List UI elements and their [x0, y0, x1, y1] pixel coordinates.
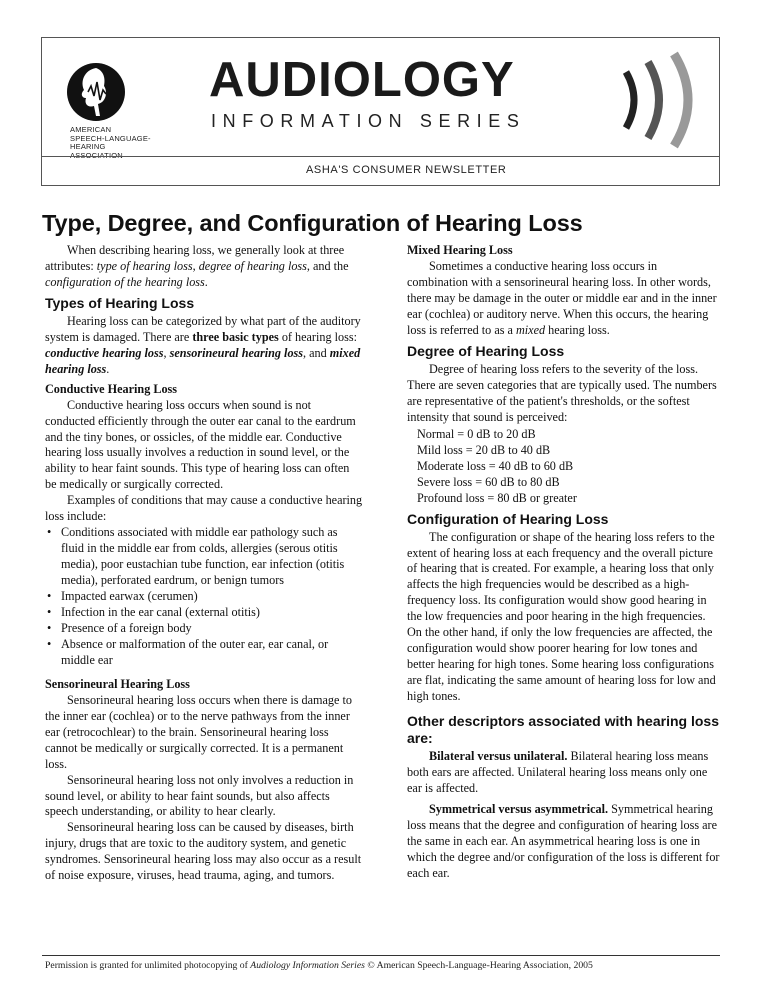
sensorineural-heading: Sensorineural Hearing Loss	[45, 676, 190, 691]
types-paragraph: Hearing loss can be categorized by what part of the auditory system is damaged. There are three basic types of hearing loss: conductive hearing loss, sensorineural hearing loss, and mixed hearing loss.	[45, 313, 361, 376]
left-column	[45, 243, 363, 884]
list-item: • Absence or malformation of the outer ear, ear canal, or middle ear	[61, 637, 363, 669]
mixed-heading: Mixed Hearing Loss	[407, 243, 513, 257]
bilateral-paragraph: Bilateral versus unilateral. Bilateral hearing loss means both ears are affected. Unilateral hearing loss means only one ear is affected.	[407, 749, 709, 795]
list-item: Severe loss = 60 dB to 80 dB	[417, 475, 560, 490]
list-item: • Impacted earwax (cerumen)	[61, 589, 363, 605]
list-item: Profound loss = 80 dB or greater	[417, 491, 577, 506]
list-item: • Infection in the ear canal (external otitis)	[61, 605, 363, 621]
symmetrical-paragraph: Symmetrical versus asymmetrical. Symmetrical hearing loss means that the degree and configuration of hearing loss are the same in each ear. An asymmetrical hearing loss is one in which the degree and/or configuration of the loss is different for each ear.	[407, 801, 720, 880]
sensorineural-paragraph-3: Sensorineural hearing loss can be caused by diseases, birth injury, drugs that are toxic to the auditory system, and genetic syndromes. Sensorineural hearing loss may also occur as a result of noise exposure, viruses, head trauma, aging, and tumors.	[45, 820, 362, 883]
intro-paragraph: When describing hearing loss, we generally look at three attributes: type of hearing loss, degree of hearing loss, and the configuration of the hearing loss.	[45, 243, 349, 289]
mixed-paragraph: Sometimes a conductive hearing loss occurs in combination with a sensorineural hearing loss. In other words, there may be damage in the outer or middle ear and in the inner ear (cochlea) or auditory nerve. When this occurs, the hearing loss is referred to as a mixed hearing loss.	[407, 258, 717, 337]
conductive-heading: Conductive Hearing Loss	[45, 381, 178, 396]
degree-levels-list	[407, 426, 720, 507]
list-item: Normal = 0 dB to 20 dB	[417, 426, 536, 441]
page-title: Type, Degree, and Configuration of Hearing Loss	[42, 210, 583, 236]
list-item: Moderate loss = 40 dB to 60 dB	[417, 458, 574, 473]
list-item: • Presence of a foreign body	[61, 621, 363, 637]
configuration-heading: Configuration of Hearing Loss	[407, 510, 609, 527]
conductive-paragraph-1: Conductive hearing loss occurs when sound is not conducted efficiently through the outer ear canal to the eardrum and the tiny bones, or ossicles, of the middle ear. Conductive hearing loss usually involves a reduction in sound level, or the ability to hear faint sounds. This type of hearing loss can often be medically or surgically corrected.	[45, 397, 356, 492]
asha-org-name: AMERICAN SPEECH-LANGUAGE- HEARING ASSOCIATION	[70, 125, 151, 160]
asha-logo-icon	[66, 62, 126, 122]
newsletter-label: ASHA'S CONSUMER NEWSLETTER	[306, 164, 507, 176]
footer-divider	[42, 955, 720, 956]
footer-permission: Permission is granted for unlimited photocopying of Audiology Information Series © American Speech-Language-Hearing Association, 2005	[45, 960, 593, 971]
configuration-paragraph: The configuration or shape of the hearing loss refers to the extent of hearing loss at each frequency and the overall picture of hearing that is created. For example, a hearing loss that only affects the high frequencies would be described as a high-frequency loss. Its configuration would show good hearing in the low frequencies and poor hearing in the high frequencies. On the other hand, if only the low frequencies are affected, the configuration would show poorer hearing for low tones and better hearing for high tones. Some hearing loss configurations are flat, indicating the same amount of hearing loss for low and high tones.	[407, 529, 716, 704]
list-item: Mild loss = 20 dB to 40 dB	[417, 442, 551, 457]
masthead	[41, 37, 720, 186]
series-title: AUDIOLOGY	[209, 53, 515, 107]
degree-heading: Degree of Hearing Loss	[407, 342, 565, 359]
sensorineural-paragraph-2: Sensorineural hearing loss not only involves a reduction in sound level, or ability to hear faint sounds, but also affects speech understanding, or ability to hear clearly.	[45, 772, 354, 819]
sensorineural-paragraph-1: Sensorineural hearing loss occurs when there is damage to the inner ear (cochlea) or to the nerve pathways from the inner ear (retrocochlear) to the brain. Sensorineural hearing loss cannot be medically or surgically corrected. It is a permanent loss.	[45, 692, 352, 771]
series-subtitle: INFORMATION SERIES	[211, 111, 526, 131]
sound-waves-icon	[612, 50, 716, 150]
conductive-causes-list	[45, 525, 363, 669]
list-item: • Conditions associated with middle ear pathology such as fluid in the middle ear from colds, allergies (serous otitis media), poor eustachian tube function, ear infection (otitis media), perforated eardrum, or benign tumors	[61, 525, 363, 589]
conductive-paragraph-2: Examples of conditions that may cause a conductive hearing loss include:	[45, 493, 363, 524]
types-heading: Types of Hearing Loss	[45, 294, 195, 311]
right-column	[407, 243, 720, 882]
degree-paragraph: Degree of hearing loss refers to the severity of the loss. There are seven categories that are typically used. The numbers are representative of the patient's thresholds, or the softest intensity that sound is perceived:	[407, 361, 717, 424]
other-descriptors-heading: Other descriptors associated with hearing loss are:	[407, 713, 719, 747]
